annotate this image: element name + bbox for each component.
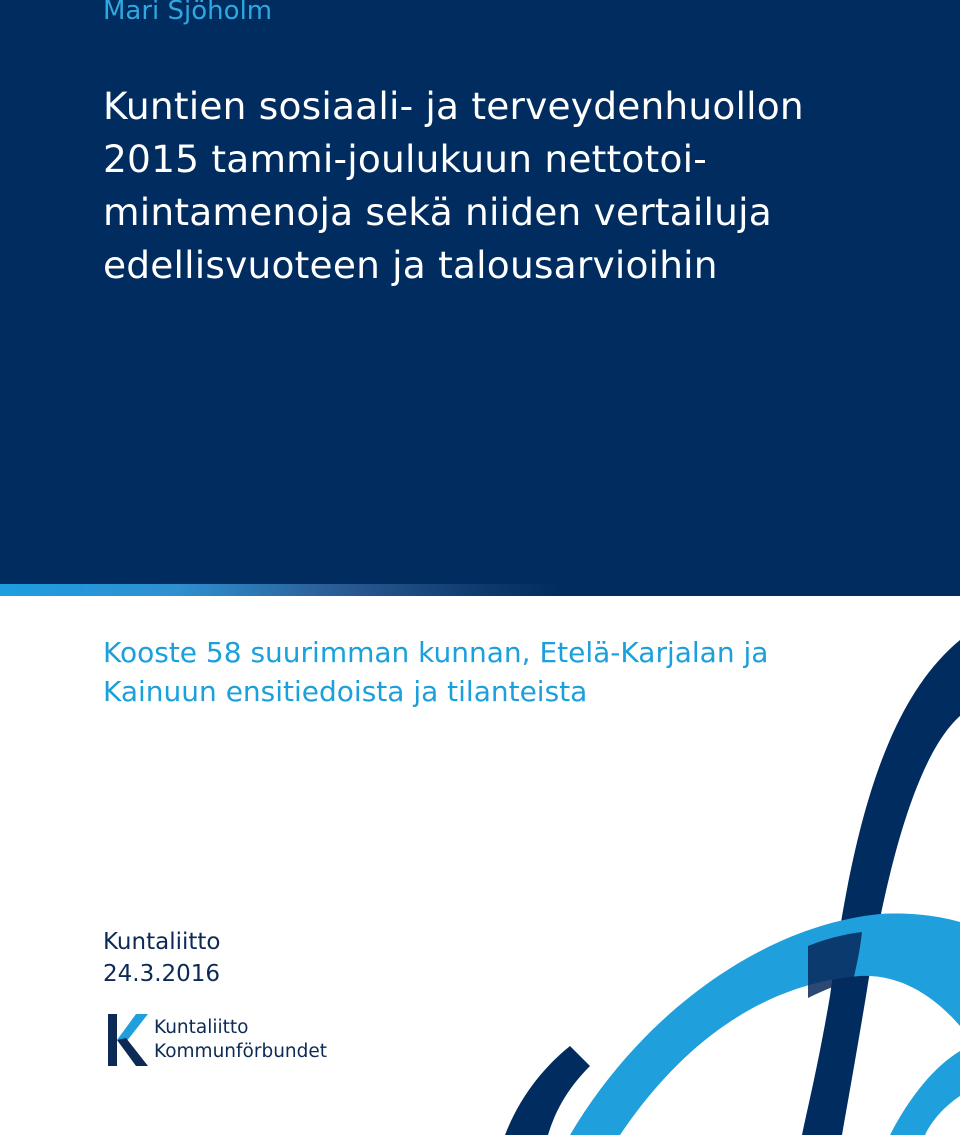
- kuntaliitto-logo: [106, 1012, 356, 1072]
- report-title-line: edellisvuoteen ja talousarvioihin: [103, 243, 718, 287]
- publisher-block: [103, 926, 220, 990]
- report-subtitle-line: Kooste 58 suurimman kunnan, Etelä-Karjalan ja: [103, 636, 769, 669]
- report-title: [103, 80, 933, 292]
- logo-line-2: Kommunförbundet: [154, 1041, 328, 1062]
- report-title-line: mintamenoja sekä niiden vertailuja: [103, 190, 772, 234]
- kuntaliitto-k-logo-icon: [106, 1012, 150, 1068]
- report-subtitle-line: Kainuun ensitiedoista ja tilanteista: [103, 675, 588, 708]
- blue-ribbon-shape: [570, 913, 960, 1135]
- publication-date: 24.3.2016: [103, 961, 221, 987]
- navy-ribbon-shape: [802, 640, 960, 1135]
- blue-ribbon-arc-shape: [890, 1051, 960, 1135]
- report-title-line: 2015 tammi-joulukuun nettotoi-: [103, 137, 707, 181]
- author-name: Mari Sjöholm: [103, 0, 273, 26]
- logo-line-1: Kuntaliitto: [154, 1017, 249, 1038]
- report-subtitle: [103, 633, 768, 711]
- report-title-line: Kuntien sosiaali- ja terveydenhuollon: [103, 84, 804, 128]
- logo-wordmark: [154, 1016, 327, 1064]
- publisher-name: Kuntaliitto: [103, 929, 221, 955]
- accent-gradient-bar: [0, 584, 960, 596]
- navy-ribbon-tail-shape: [505, 1046, 590, 1135]
